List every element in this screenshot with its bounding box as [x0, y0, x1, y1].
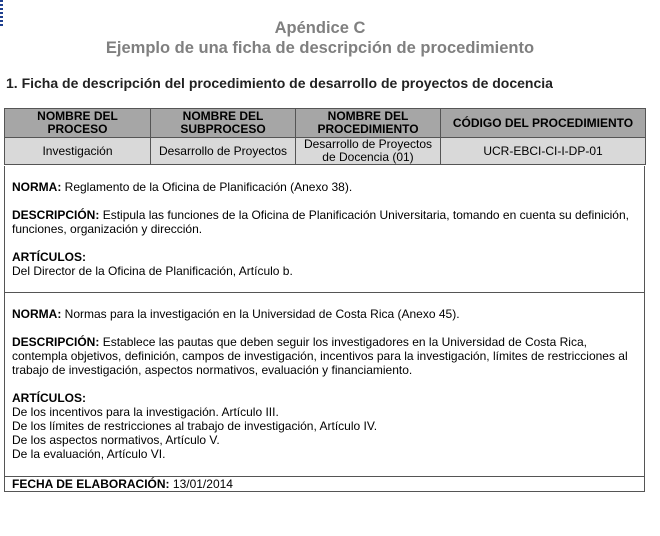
- fecha-label: FECHA DE ELABORACIÓN:: [12, 477, 170, 491]
- column-header-proceso: NOMBRE DEL PROCESO: [5, 109, 151, 138]
- procedure-header-table: [4, 108, 646, 165]
- articulos-label: ARTÍCULOS:: [12, 250, 86, 264]
- descripcion-label: DESCRIPCIÓN:: [12, 208, 100, 222]
- norma-text: Normas para la investigación en la Universidad de Costa Rica (Anexo 45).: [64, 307, 460, 321]
- descripcion-label: DESCRIPCIÓN:: [12, 335, 100, 349]
- articulo-item: De la evaluación, Artículo VI.: [12, 447, 166, 461]
- norma-text: Reglamento de la Oficina de Planificación (Anexo 38).: [64, 180, 353, 194]
- norma-label: NORMA:: [12, 307, 62, 321]
- articulo-item: De los aspectos normativos, Artículo V.: [12, 433, 220, 447]
- cell-proceso: Investigación: [5, 138, 151, 165]
- column-header-procedimiento: NOMBRE DEL PROCEDIMIENTO: [296, 109, 441, 138]
- articulo-item: De los límites de restricciones al trabajo de investigación, Artículo IV.: [12, 419, 378, 433]
- cell-subproceso: Desarrollo de Proyectos: [151, 138, 296, 165]
- descripcion-line: [12, 335, 637, 377]
- fecha-block: [4, 476, 645, 492]
- descripcion-text: Estipula las funciones de la Oficina de Planificación Universitaria, tomando en cuenta su definición, funciones, organización y dirección.: [12, 208, 629, 236]
- document-subtitle: Ejemplo de una ficha de descripción de procedimiento: [105, 39, 535, 57]
- descripcion-text: Establece las pautas que deben seguir los investigadores en la Universidad de Costa Rica, contempla objetivos, definición, campos de investigación, incentivos para la investigación, límites de restricciones al trabajo de investigación, aspectos normativos, evaluación y financiamiento.: [12, 335, 628, 377]
- column-header-codigo: CÓDIGO DEL PROCEDIMIENTO: [441, 109, 646, 138]
- column-header-subproceso: NOMBRE DEL SUBPROCESO: [151, 109, 296, 138]
- cell-procedimiento: Desarrollo de Proyectos de Docencia (01): [296, 138, 441, 165]
- articulos-label: ARTÍCULOS:: [12, 391, 86, 405]
- appendix-title: Apéndice C: [274, 19, 366, 37]
- section-title: 1. Ficha de descripción del procedimiento de desarrollo de proyectos de docencia: [6, 75, 553, 91]
- articulo-item: De los incentivos para la investigación. Artículo III.: [12, 405, 279, 419]
- table-header-row: [5, 109, 646, 138]
- articulo-item: Del Director de la Oficina de Planificación, Artículo b.: [12, 264, 293, 278]
- table-value-row: [5, 138, 646, 165]
- norma-line: [12, 180, 637, 194]
- fecha-value: 13/01/2014: [172, 477, 233, 491]
- norma-label: NORMA:: [12, 180, 62, 194]
- cell-codigo: UCR-EBCI-CI-I-DP-01: [441, 138, 646, 165]
- norma-block-1: [4, 166, 645, 293]
- norma-block-2: [4, 293, 645, 477]
- descripcion-line: [12, 208, 637, 236]
- norma-line: [12, 307, 637, 321]
